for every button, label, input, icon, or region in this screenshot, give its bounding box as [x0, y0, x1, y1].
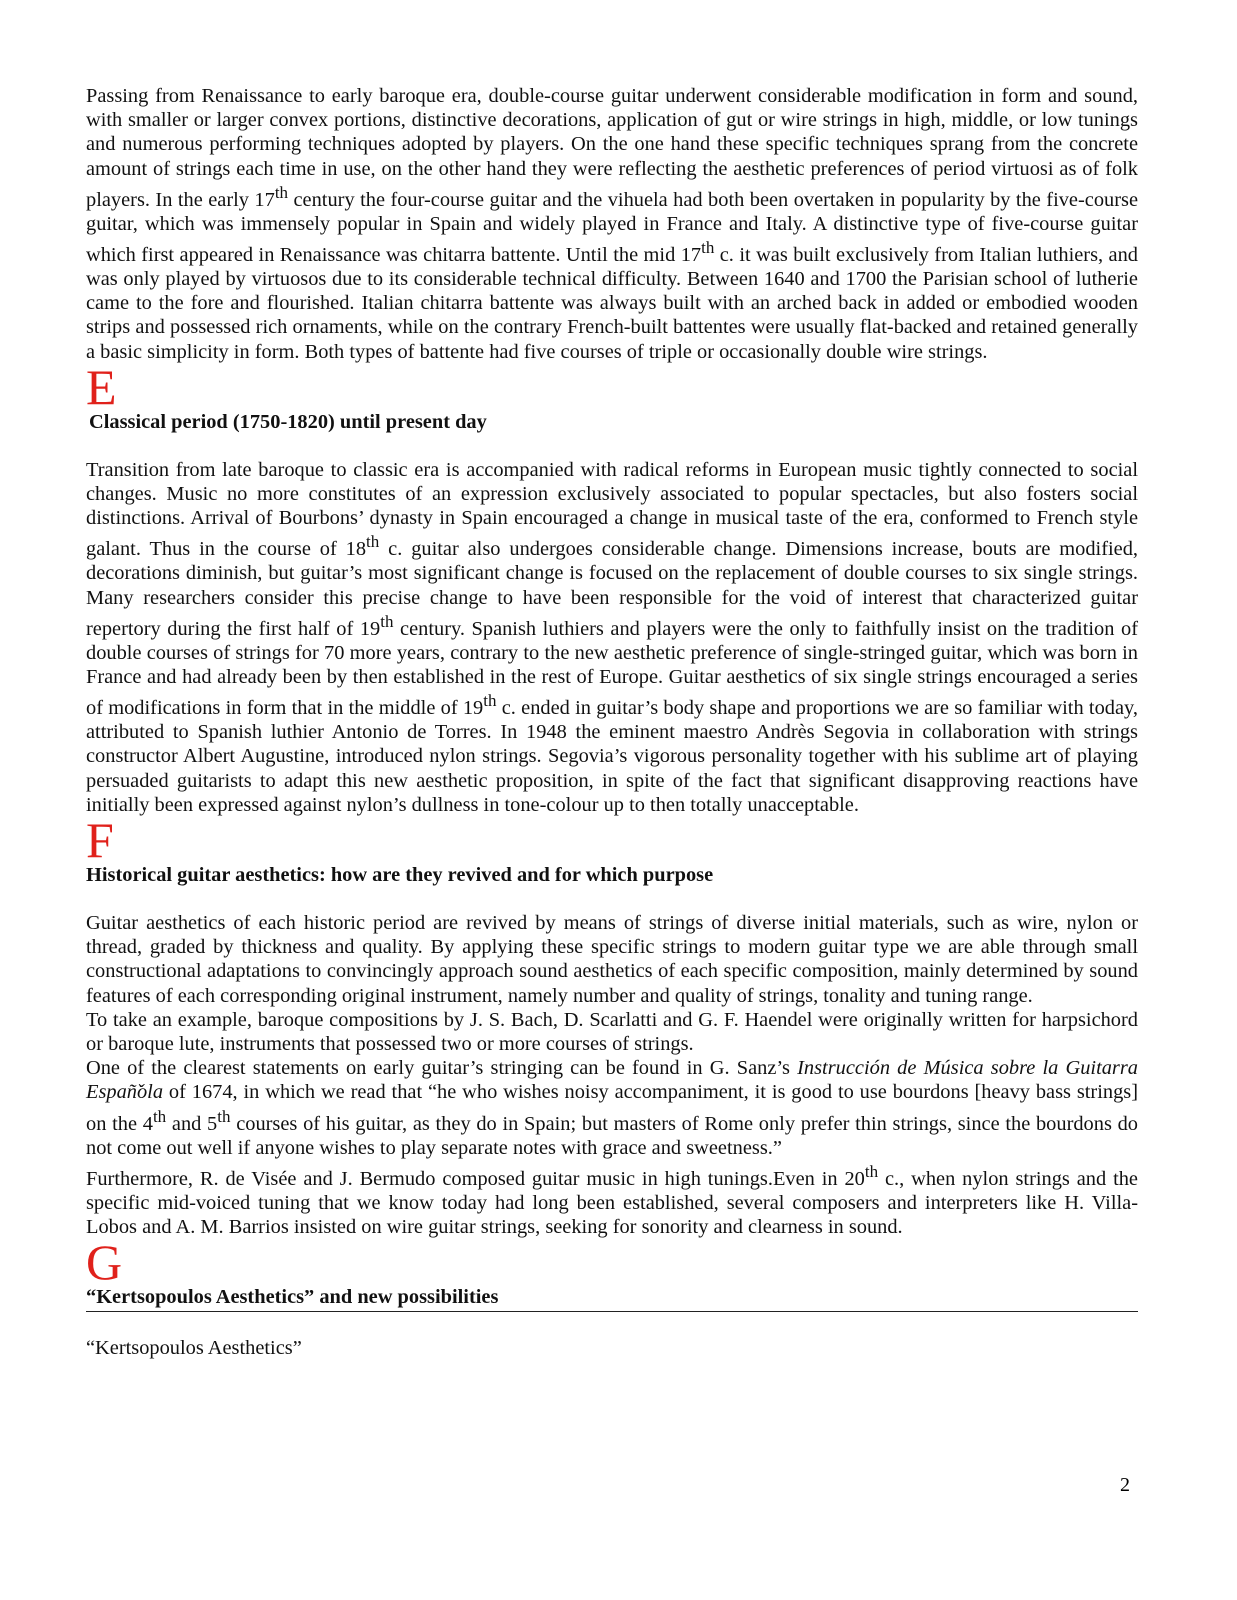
book-title: Instrucción de Música sobre la Guitarra Españ̌ola [86, 1057, 1138, 1104]
section-letter-e: E [86, 358, 117, 415]
section-f-paragraph-1: Guitar aesthetics of each historic period are revived by means of strings of diverse initial materials, such as wire, nylon or thread, graded by thickness and quality. By applying these specific strings to modern guitar type we are able through small constructional adaptations to convincingly approach sound aesthetics of each specific composition, mainly determined by sound features of each corresponding original instrument, namely number and quality of strings, tonality and tuning range. [86, 912, 1138, 1007]
section-f-paragraph-2: To take an example, baroque compositions by J. S. Bach, D. Scarlatti and G. F. Haendel were originally written for harpsichord or baroque lute, instruments that possessed two or more courses of strings. [86, 1008, 1138, 1056]
section-heading-g: “Kertsopoulos Aesthetics” and new possibilities [86, 1285, 1138, 1312]
section-g-line: “Kertsopoulos Aesthetics” [86, 1337, 302, 1360]
section-f-paragraph-3: One of the clearest statements on early guitar’s stringing can be found in G. Sanz’s Instrucción de Música sobre la Guitarra Españ̌ola of 1674, in which we read that “he who wishes noisy accompaniment, it is good to use bourdons [heavy bass strings] on the 4th and 5th courses of his guitar, as they do in Spain; but masters of Rome only prefer thin strings, since the bourdons do not come out well if anyone wishes to play separate notes with grace and sweetness.” [86, 1057, 1138, 1159]
section-letter-g: G [86, 1234, 123, 1291]
section-letter-f: F [86, 812, 114, 869]
section-heading-f: Historical guitar aesthetics: how are they revived and for which purpose [86, 864, 714, 887]
section-e-paragraph: Transition from late baroque to classic era is accompanied with radical reforms in European music tightly connected to social changes. Music no more constitutes of an expression exclusively associated to popular spectacles, but also fosters social distinctions. Arrival of Bourbons’ dynasty in Spain encouraged a change in musical taste of the era, conformed to French style galant. Thus in the course of 18th c. guitar also undergoes considerable change. Dimensions increase, bouts are modified, decorations diminish, but guitar’s most significant change is focused on the replacement of double courses to six single strings. Many researchers consider this precise change to have been responsible for the void of interest that characterized guitar repertory during the first half of 19th century. Spanish luthiers and players were the only to faithfully insist on the tradition of double courses of strings for 70 more years, contrary to the new aesthetic preference of single-stringed guitar, which was born in France and had already been by then established in the rest of Europe. Guitar aesthetics of six single strings encouraged a series of modifications in form that in the middle of 19th c. ended in guitar’s body shape and proportions we are so familiar with today, attributed to Spanish luthier Antonio de Torres. In 1948 the eminent maestro Andrès Segovia in collaboration with strings constructor Albert Augustine, introduced nylon strings. Segovia’s vigorous personality together with his sublime art of playing persuaded guitarists to adapt this new aesthetic proposition, in spite of the fact that significant disapproving reactions have initially been expressed against nylon’s dullness in tone-colour up to then totally unacceptable. [86, 458, 1138, 816]
section-f-paragraph-4: Furthermore, R. de Visée and J. Bermudo composed guitar music in high tunings.Even in 20th c., when nylon strings and the specific mid-voiced tuning that we know today had long been established, several composers and interpreters like H. Villa-Lobos and A. M. Barrios insisted on wire guitar strings, seeking for sonority and clearness in sound. [86, 1161, 1138, 1239]
section-heading-e: Classical period (1750-1820) until present day [89, 410, 487, 433]
document-page [86, 84, 1138, 1361]
page-number: 2 [1120, 1474, 1130, 1496]
section-d-paragraph: Passing from Renaissance to early baroque era, double-course guitar underwent considerable modification in form and sound, with smaller or larger convex portions, distinctive decorations, application of gut or wire strings in high, middle, or low tunings and numerous performing techniques adopted by players. On the one hand these specific techniques sprang from the concrete amount of strings each time in use, on the other hand they were reflecting the aesthetic preferences of period virtuosi as of folk players. In the early 17th century the four-course guitar and the vihuela had both been overtaken in popularity by the five-course guitar, which was immensely popular in Spain and widely played in France and Italy. A distinctive type of five-course guitar which first appeared in Renaissance was chitarra battente. Until the mid 17th c. it was built exclusively from Italian luthiers, and was only played by virtuosos due to its considerable technical difficulty. Between 1640 and 1700 the Parisian school of lutherie came to the fore and flourished. Italian chitarra battente was always built with an arched back in added or embodied wooden strips and possessed rich ornaments, while on the contrary French-built battentes were usually flat-backed and retained generally a basic simplicity in form. Both types of battente had five courses of triple or occasionally double wire strings. [86, 85, 1138, 363]
